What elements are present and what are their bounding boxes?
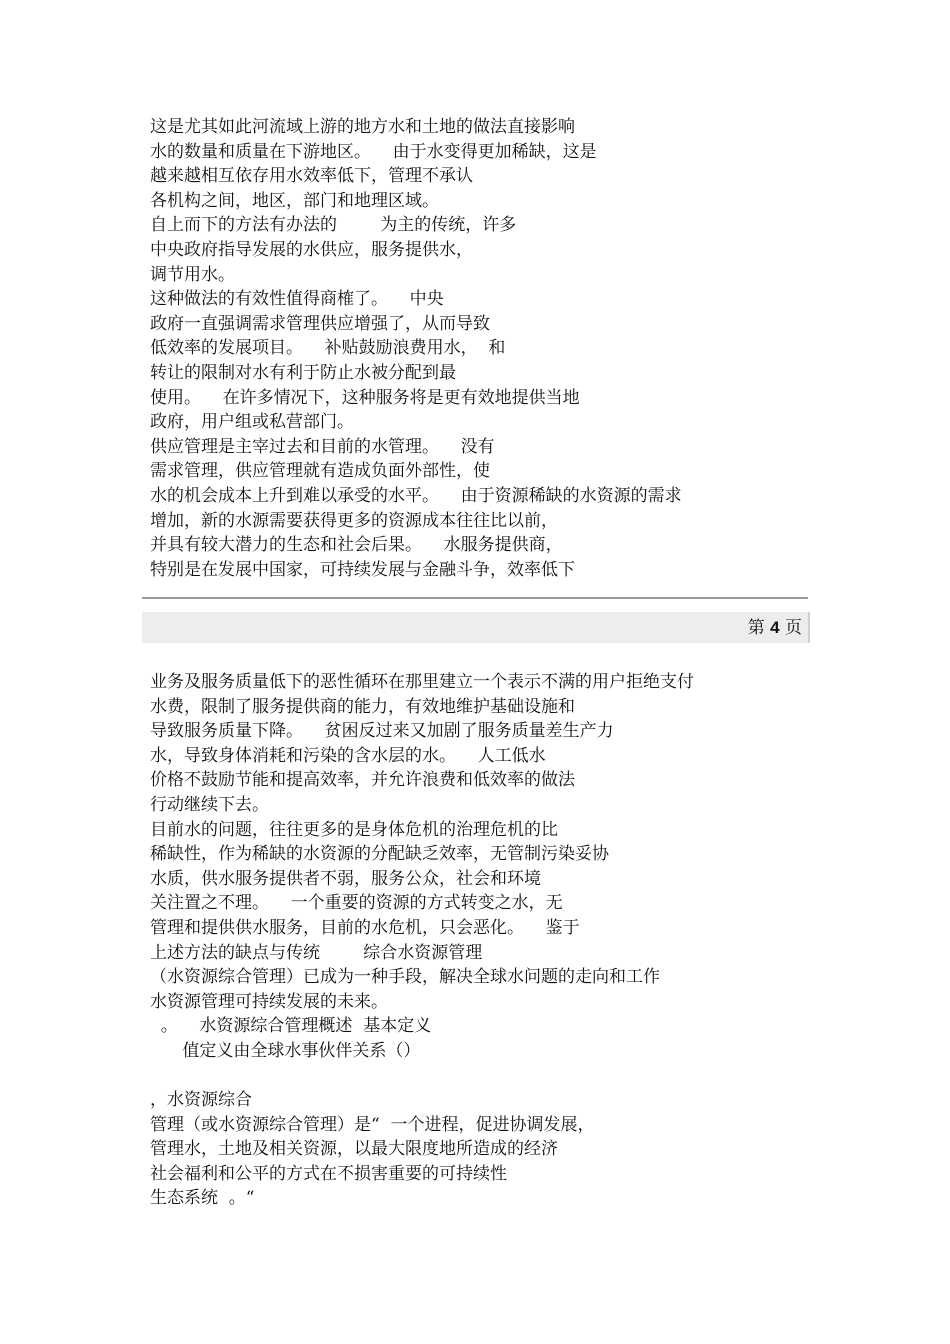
text-line: 管理（或水资源综合管理）是“ 一个进程，促进协调发展， — [150, 1114, 595, 1135]
text-line: 自上而下的方法有办法的 为主的传统，许多 — [150, 215, 517, 236]
text-line: 水的机会成本上升到难以承受的水平。 由于资源稀缺的水资源的需求 — [150, 485, 682, 506]
text-line: 各机构之间，地区，部门和地理区域。 — [150, 190, 439, 211]
page-text-top — [150, 115, 870, 582]
text-line — [150, 1064, 870, 1089]
text-line: 这是尤其如此河流域上游的地方水和土地的做法直接影响 — [150, 117, 575, 137]
text-line: 行动继续下去。 — [150, 794, 269, 815]
text-line: 使用。 在许多情况下，这种服务将是更有效地提供当地 — [150, 387, 580, 408]
text-line: 需求管理，供应管理就有造成负面外部性，使 — [150, 461, 490, 482]
text-line: 政府，用户组或私营部门。 — [150, 412, 354, 433]
text-line: 中央政府指导发展的水供应，服务提供水， — [150, 239, 473, 260]
text-line: 并具有较大潜力的生态和社会后果。 水服务提供商， — [150, 535, 563, 556]
text-line: （水资源综合管理）已成为一种手段，解决全球水问题的走向和工作 — [150, 967, 660, 988]
text-line: 水费，限制了服务提供商的能力，有效地维护基础设施和 — [150, 696, 575, 717]
text-line: 政府一直强调需求管理供应增强了，从而导致 — [150, 313, 490, 334]
text-line: ，水资源综合 — [150, 1090, 252, 1111]
text-line: 目前水的问题，往往更多的是身体危机的治理危机的比 — [150, 819, 558, 840]
text-line: 水资源管理可持续发展的未来。 — [150, 991, 388, 1012]
text-line: 价格不鼓励节能和提高效率，并允许浪费和低效率的做法 — [150, 770, 575, 791]
page-number-suffix: 页 — [779, 618, 802, 638]
text-line: 生态系统 。“ — [150, 1188, 255, 1209]
text-line: 越来越相互依存用水效率低下，管理不承认 — [150, 166, 473, 187]
text-line: 水质，供水服务提供者不弱，服务公众，社会和环境 — [150, 868, 541, 889]
text-line: 水的数量和质量在下游地区。 由于水变得更加稀缺，这是 — [150, 141, 597, 162]
text-line: 社会福利和公平的方式在不损害重要的可持续性 — [150, 1163, 507, 1184]
text-line: 导致服务质量下降。 贫困反过来又加剧了服务质量差生产力 — [150, 721, 614, 742]
text-line: 管理水，土地及相关资源，以最大限度地所造成的经济 — [150, 1139, 558, 1160]
text-line: 管理和提供供水服务，目前的水危机，只会恶化。 鉴于 — [150, 917, 580, 938]
text-line: 这种做法的有效性值得商榷了。 中央 — [150, 289, 444, 310]
text-line: 关注置之不理。 一个重要的资源的方式转变之水，无 — [150, 893, 563, 914]
page-number-prefix: 第 — [747, 618, 771, 638]
text-line: 水，导致身体消耗和污染的含水层的水。 人工低水 — [150, 745, 546, 766]
text-line: 转让的限制对水有利于防止水被分配到最 — [150, 362, 456, 383]
text-line: 供应管理是主宰过去和目前的水管理。 没有 — [150, 436, 495, 457]
text-line: 增加，新的水源需要获得更多的资源成本往往比以前， — [150, 510, 558, 531]
text-line: 值定义由全球水事伙伴关系（） — [150, 1040, 421, 1061]
page-number — [748, 617, 802, 639]
page-number-value: 4 — [770, 618, 780, 637]
page-divider — [142, 597, 808, 599]
text-line: 低效率的发展项目。 补贴鼓励浪费用水， 和 — [150, 338, 506, 359]
text-line: 特别是在发展中国家，可持续发展与金融斗争，效率低下 — [150, 559, 575, 580]
text-line: 。 水资源综合管理概述 基本定义 — [150, 1016, 432, 1037]
text-line: 调节用水。 — [150, 264, 235, 285]
text-line: 业务及服务质量低下的恶性循环在那里建立一个表示不满的用户拒绝支付 — [150, 672, 694, 692]
page-text-bottom — [150, 670, 870, 1211]
footer-edge — [808, 612, 810, 643]
page-footer — [142, 612, 808, 643]
text-line: 上述方法的缺点与传统 综合水资源管理 — [150, 942, 483, 963]
text-line: 稀缺性，作为稀缺的水资源的分配缺乏效率，无管制污染妥协 — [150, 844, 609, 865]
